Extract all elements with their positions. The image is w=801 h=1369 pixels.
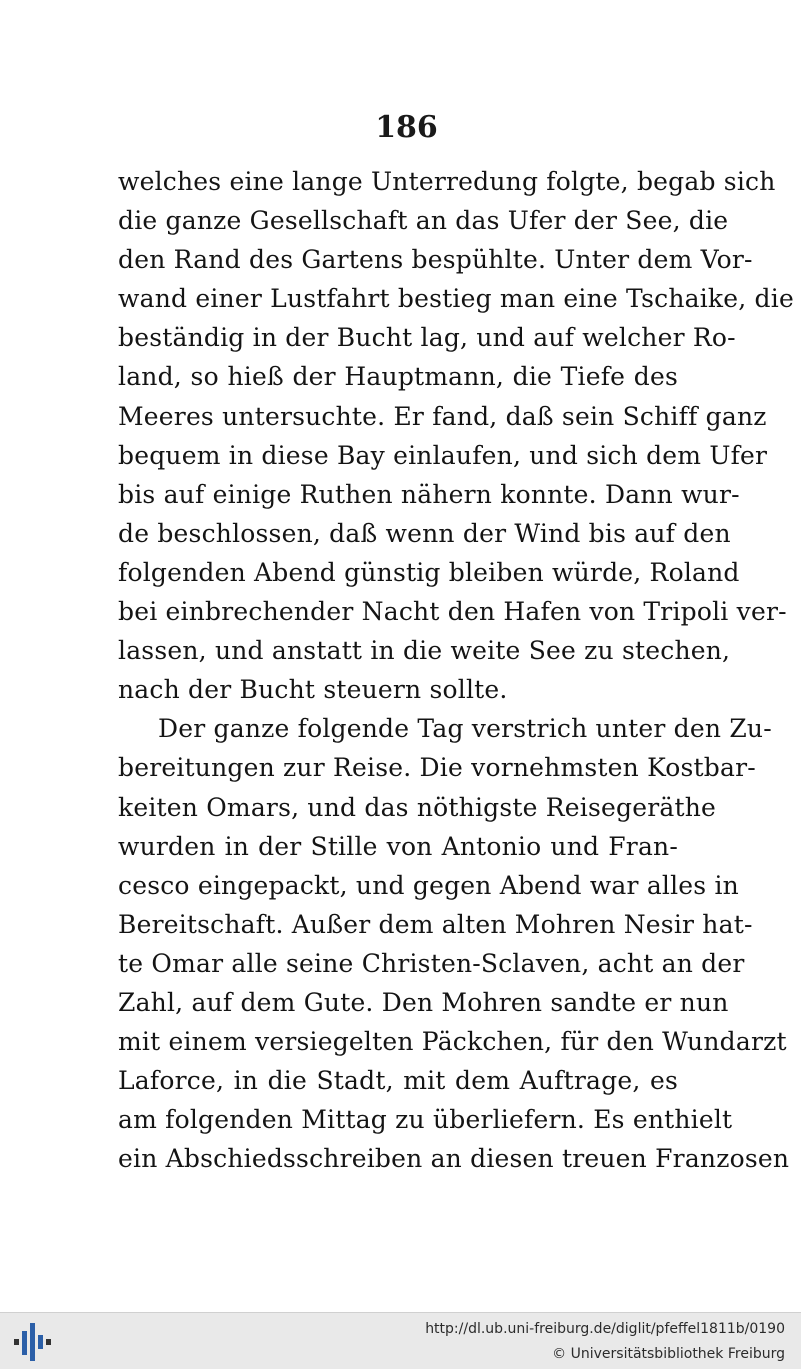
text-line: Zahl, auf dem Gute. Den Mohren sandte er nun — [118, 987, 729, 1017]
text-line: bereitungen zur Reise. Die vornehmsten Kostbar- — [118, 753, 756, 783]
text-line: nach der Bucht steuern sollte. — [118, 675, 508, 705]
ub-freiburg-logo-icon[interactable] — [12, 1321, 52, 1363]
text-line: am folgenden Mittag zu überliefern. Es enthielt — [118, 1105, 733, 1135]
text-line: ein Abschiedsschreiben an diesen treuen Franzosen — [118, 1144, 790, 1174]
viewer-footer — [0, 1312, 801, 1369]
footer-url-link[interactable]: http://dl.ub.uni-freiburg.de/diglit/pfeffel1811b/0190 — [425, 1321, 785, 1337]
text-line: folgenden Abend günstig bleiben würde, Roland — [118, 557, 740, 587]
page-number: 186 — [375, 110, 438, 145]
page-text — [118, 162, 794, 1178]
text-line: Laforce, in die Stadt, mit dem Auftrage, es — [118, 1066, 678, 1096]
text-line: wurden in der Stille von Antonio und Fran- — [118, 831, 678, 861]
text-line: bei einbrechender Nacht den Hafen von Tripoli ver- — [118, 597, 787, 627]
footer-copyright: © Universitätsbibliothek Freiburg — [552, 1346, 785, 1362]
text-line: de beschlossen, daß wenn der Wind bis auf den — [118, 518, 731, 548]
text-line: Der ganze folgende Tag verstrich unter den Zu- — [158, 714, 772, 744]
text-line: den Rand des Gartens bespühlte. Unter dem Vor- — [118, 245, 753, 275]
text-line: bequem in diese Bay einlaufen, und sich dem Ufer — [118, 440, 768, 470]
text-line: die ganze Gesellschaft an das Ufer der See, die — [118, 206, 729, 236]
text-line: beständig in der Bucht lag, und auf welcher Ro- — [118, 323, 736, 353]
text-line: te Omar alle seine Christen-Sclaven, acht an der — [118, 948, 745, 978]
text-line: cesco eingepackt, und gegen Abend war alles in — [118, 870, 739, 900]
text-line: keiten Omars, und das nöthigste Reisegeräthe — [118, 792, 716, 822]
text-line: land, so hieß der Hauptmann, die Tiefe des — [118, 362, 678, 392]
text-line: lassen, und anstatt in die weite See zu stechen, — [118, 636, 731, 666]
text-line: welches eine lange Unterredung folgte, begab sich — [118, 167, 776, 196]
text-line: mit einem versiegelten Päckchen, für den Wundarzt — [118, 1027, 787, 1057]
text-line: wand einer Lustfahrt bestieg man eine Tschaike, die — [118, 284, 794, 314]
text-line: Meeres untersuchte. Er fand, daß sein Schiff ganz — [118, 401, 767, 431]
text-line: Bereitschaft. Außer dem alten Mohren Nesir hat- — [118, 909, 753, 939]
text-line: bis auf einige Ruthen nähern konnte. Dann wur- — [118, 479, 740, 509]
